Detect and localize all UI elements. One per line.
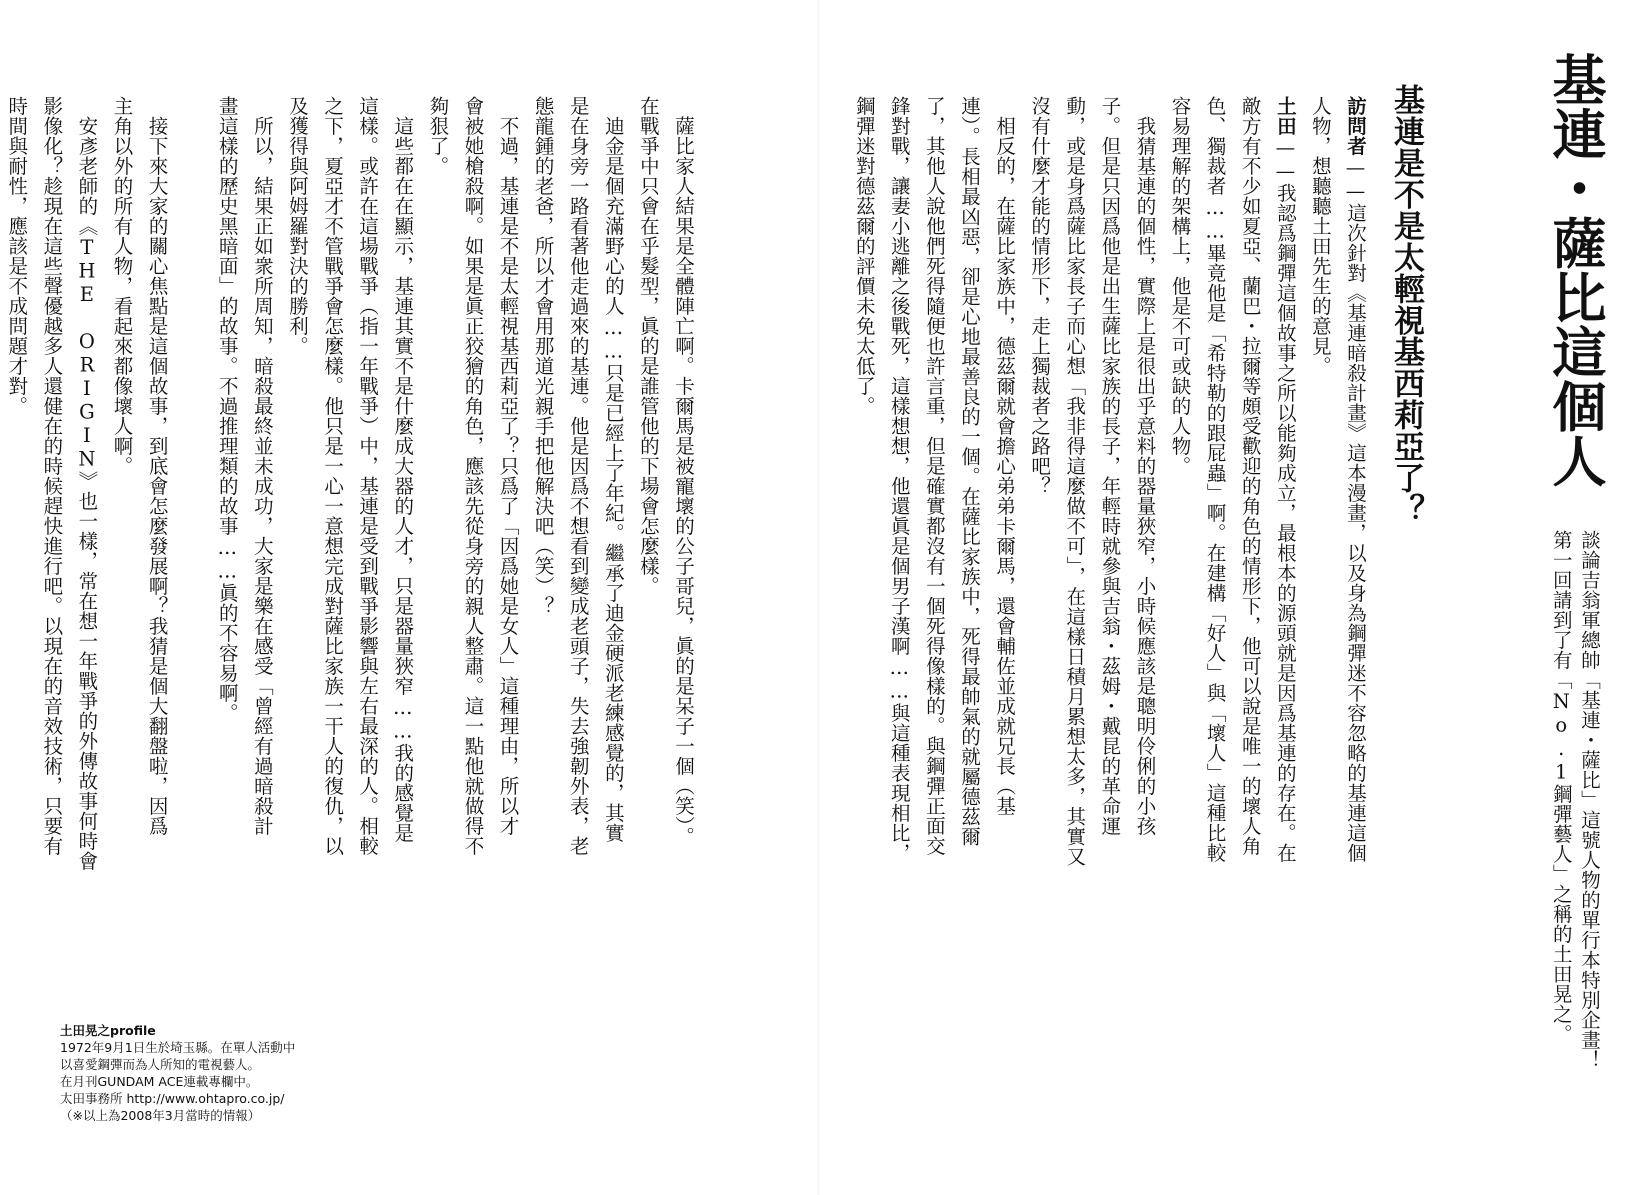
profile-line: 以喜愛鋼彈而為人所知的電視藝人。 [60,1057,261,1072]
paragraph-right: 我猜基連的個性，實際上是很出乎意料的器量狹窄，小時候應該是聰明伶俐的小孩 子。但是只因爲他是出生薩比家族的長子，年輕時就參與吉翁・茲姆・戴昆的革命運 動，或是身爲薩比家長子而心想「我非得這麼做不可」，在這樣日積月累想太多，其實又 沒有什麼才能的情形下，走上獨裁者之路吧？ 相反的，在薩比家族中，德茲爾就會擔心弟弟卡爾馬，還會輔佐並成就兄長（基 連）。長相最凶惡，卻是心地最善良的一個。在薩比家族中，死得最帥氣的就屬德茲爾 了，其他人說他們死得隨便也許言重，但是確實都沒有一個死得像樣的。與鋼彈正面交 鋒對戰，讓妻小逃離之後戰死，這樣想想，他還眞是個男子漢啊……與這種表現相比， 鋼彈迷對德茲爾的評價未免太低了。 [852,96,1157,867]
profile-agency: 太田事務所 http://www.ohtapro.co.jp/ [60,1091,285,1106]
profile-box [60,1022,295,1124]
article-body-left [0,96,701,956]
article-body-right [847,96,1373,956]
profile-title: 土田晃之profile [60,1023,156,1038]
interviewer-label: 訪問者 [1344,96,1367,156]
page-gutter [818,0,820,1195]
feature-intro: 談論吉翁軍總帥「基連・薩比」這號人物的單行本特別企畫！ 第一回請到了有「No.1鋼彈藝人」之稱的土田晃之。 [1549,530,1601,1070]
interviewer-text: ——這次針對《基連暗殺計畫》這本漫畫，以及身為鋼彈迷不容忽略的基連這個 人物，想聽聽土田先生的意見。 [1308,96,1367,863]
paragraph-left: 薩比家人結果是全體陣亡啊。卡爾馬是被寵壞的公子哥兒，眞的是呆子一個（笑）。 在戰爭中只會在乎髮型，眞的是誰管他的下場會怎麼樣。 迪金是個充滿野心的人……只是已經上了年紀。繼承了迪金硬派老練感覺的，其實 是在身旁一路看著他走過來的基連。他是因爲不想看到變成老頭子，失去強韌外表，老 態龍鍾的老爸，所以才會用那道光親手把他解決吧（笑）？ 不過，基連是不是太輕視基西莉亞了？只爲了「因爲她是女人」這種理由，所以才 會被她槍殺啊。如果是眞正狡獪的角色，應該先從身旁的親人整肅。這一點他就做得不 夠狠了。 這些都在在顯示，基連其實不是什麼成大器的人才，只是器量狹窄……我的感覺是 這樣。或許在這場戰爭（指一年戰爭）中，基連是受到戰爭影響與左右最深的人。相較 之下，夏亞才不管戰爭會怎麼樣。他只是一心一意想完成對薩比家族一干人的復仇，以 及獲得與阿姆羅對決的勝利。 所以，結果正如衆所周知，暗殺最終並未成功，大家是樂在感受「曾經有過暗殺計 畫這樣的歷史黑暗面」的故事。不過推理類的故事……眞的不容易啊。 接下來大家的關心焦點是這個故事，到底會怎麼發展啊？我猜是個大翻盤啦，因爲 主角以外的所有人物，看起來都像壞人啊。 安彥老師的《THE ORIGIN》也一樣，常在想一年戰爭的外傳故事何時會 影像化？趁現在這些聲優越多人還健在的時候趕快進行吧。以現在的音效技術，只要有 時間與耐性，應該是不成問題才對。 [5,96,695,871]
respondent-text: ——我認爲鋼彈這個故事之所以能夠成立，最根本的源頭就是因爲基連的存在。在 敵方有不少如夏亞、蘭巴・拉爾等頗受歡迎的角色的情形下，他可以說是唯一的壞人角 色、獨裁者……畢竟他是「希特勒的跟屁蟲」啊。在建構「好人」與「壞人」這種比較 容易理解的架構上，他是不可或缺的人物。 [1168,96,1297,863]
article-subtitle: 基連是不是太輕視基西莉亞了？ [1388,84,1424,525]
profile-line: 1972年9月1日生於埼玉縣。在單人活動中 [60,1040,296,1055]
feature-title: 基連・薩比這個人 [1544,52,1607,488]
profile-note: （※以上為2008年3月當時的情報） [60,1108,261,1123]
respondent-label: 土田 [1273,96,1297,136]
profile-line: 在月刊GUNDAM ACE連載專欄中。 [60,1074,259,1089]
